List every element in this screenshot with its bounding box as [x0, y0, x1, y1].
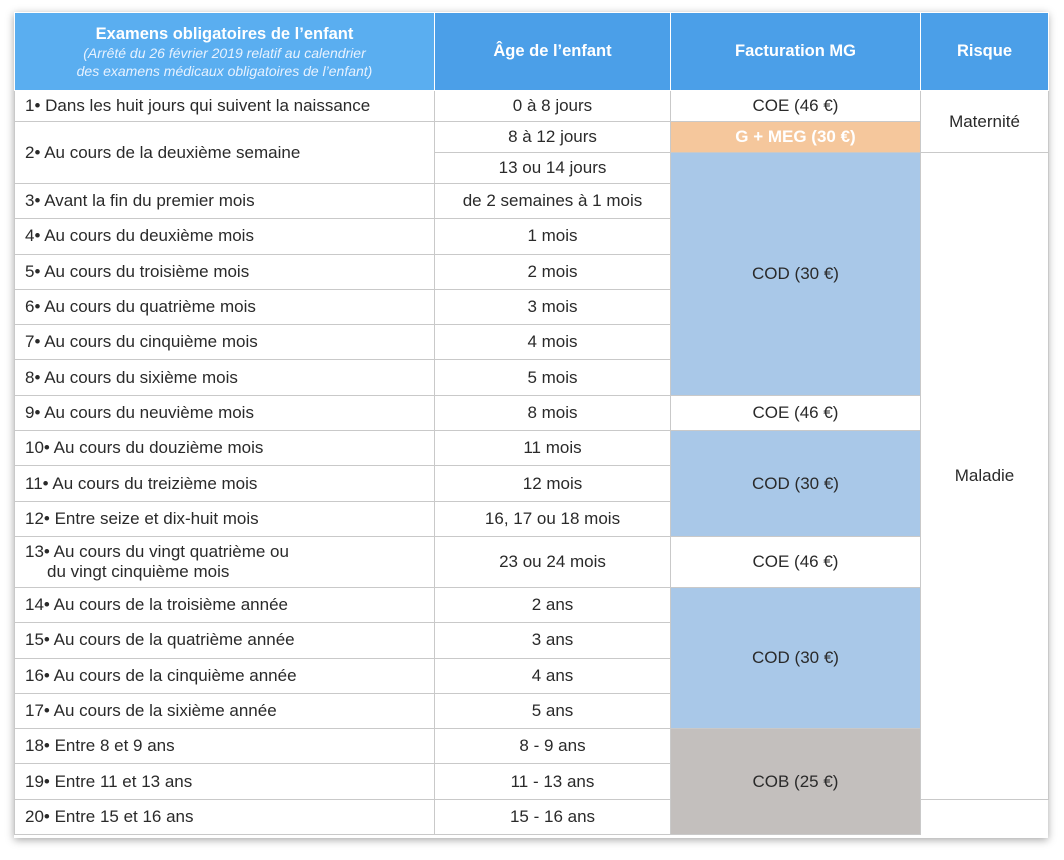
age-cell: 1 mois: [435, 219, 671, 254]
table-row: [15, 729, 1049, 764]
billing-cell-cod: COD (30 €): [671, 587, 921, 728]
billing-cell-cod: COD (30 €): [671, 153, 921, 396]
age-cell: 2 mois: [435, 254, 671, 289]
age-cell: 2 ans: [435, 587, 671, 622]
exam-cell: 14• Au cours de la troisième année: [15, 587, 435, 622]
exam-cell: 18• Entre 8 et 9 ans: [15, 729, 435, 764]
age-cell: 5 ans: [435, 693, 671, 728]
table-row: [15, 122, 1049, 153]
age-cell: 3 ans: [435, 623, 671, 658]
table-row: [15, 587, 1049, 622]
exam-line-1: 13• Au cours du vingt quatrième ou: [25, 541, 289, 561]
age-cell: 8 mois: [435, 395, 671, 430]
age-cell: 0 à 8 jours: [435, 91, 671, 122]
age-cell: 15 - 16 ans: [435, 799, 671, 834]
billing-cell-cod: COD (30 €): [671, 431, 921, 537]
exam-cell: 9• Au cours du neuvième mois: [15, 395, 435, 430]
exam-cell: 8• Au cours du sixième mois: [15, 360, 435, 395]
age-cell: 11 - 13 ans: [435, 764, 671, 799]
header-exams: [15, 13, 435, 91]
age-cell: 8 à 12 jours: [435, 122, 671, 153]
age-cell: 4 mois: [435, 325, 671, 360]
table-row: [15, 395, 1049, 430]
billing-cell: COE (46 €): [671, 91, 921, 122]
exam-cell: 12• Entre seize et dix-huit mois: [15, 501, 435, 536]
header-billing: Facturation MG: [671, 13, 921, 91]
age-cell: 12 mois: [435, 466, 671, 501]
exam-cell: [15, 536, 435, 587]
header-age: Âge de l’enfant: [435, 13, 671, 91]
exam-table: [14, 12, 1049, 835]
header-exams-sub-2: des examens médicaux obligatoires de l’enfant): [76, 62, 373, 79]
exam-table-frame: [14, 12, 1048, 838]
exam-cell: 17• Au cours de la sixième année: [15, 693, 435, 728]
age-cell: 3 mois: [435, 289, 671, 324]
exam-cell: 10• Au cours du douzième mois: [15, 431, 435, 466]
header-exams-sub-1: (Arrêté du 26 février 2019 relatif au calendrier: [83, 44, 366, 61]
table-row: [15, 91, 1049, 122]
age-cell: 16, 17 ou 18 mois: [435, 501, 671, 536]
exam-cell: 3• Avant la fin du premier mois: [15, 184, 435, 219]
risk-cell-maternite: Maternité: [921, 91, 1049, 153]
exam-cell: 7• Au cours du cinquième mois: [15, 325, 435, 360]
billing-cell: COE (46 €): [671, 536, 921, 587]
billing-cell: COE (46 €): [671, 395, 921, 430]
table-row: [15, 431, 1049, 466]
exam-cell: 4• Au cours du deuxième mois: [15, 219, 435, 254]
exam-cell: 2• Au cours de la deuxième semaine: [15, 122, 435, 184]
exam-line-2: du vingt cinquième mois: [47, 561, 230, 581]
exam-cell: 20• Entre 15 et 16 ans: [15, 799, 435, 834]
header-risk: Risque: [921, 13, 1049, 91]
age-cell: 23 ou 24 mois: [435, 536, 671, 587]
age-cell: 8 - 9 ans: [435, 729, 671, 764]
age-cell: 5 mois: [435, 360, 671, 395]
billing-cell-cob: COB (25 €): [671, 729, 921, 835]
age-cell: de 2 semaines à 1 mois: [435, 184, 671, 219]
exam-cell: 1• Dans les huit jours qui suivent la naissance: [15, 91, 435, 122]
age-cell: 13 ou 14 jours: [435, 153, 671, 184]
age-cell: 11 mois: [435, 431, 671, 466]
header-exams-title: Examens obligatoires de l’enfant: [95, 24, 354, 43]
billing-cell-meg: G + MEG (30 €): [671, 122, 921, 153]
exam-cell: 15• Au cours de la quatrième année: [15, 623, 435, 658]
exam-cell: 6• Au cours du quatrième mois: [15, 289, 435, 324]
exam-cell: 5• Au cours du troisième mois: [15, 254, 435, 289]
exam-cell: 11• Au cours du treizième mois: [15, 466, 435, 501]
exam-cell: 16• Au cours de la cinquième année: [15, 658, 435, 693]
table-row: [15, 536, 1049, 587]
risk-cell-maladie: Maladie: [921, 153, 1049, 800]
age-cell: 4 ans: [435, 658, 671, 693]
exam-cell: 19• Entre 11 et 13 ans: [15, 764, 435, 799]
